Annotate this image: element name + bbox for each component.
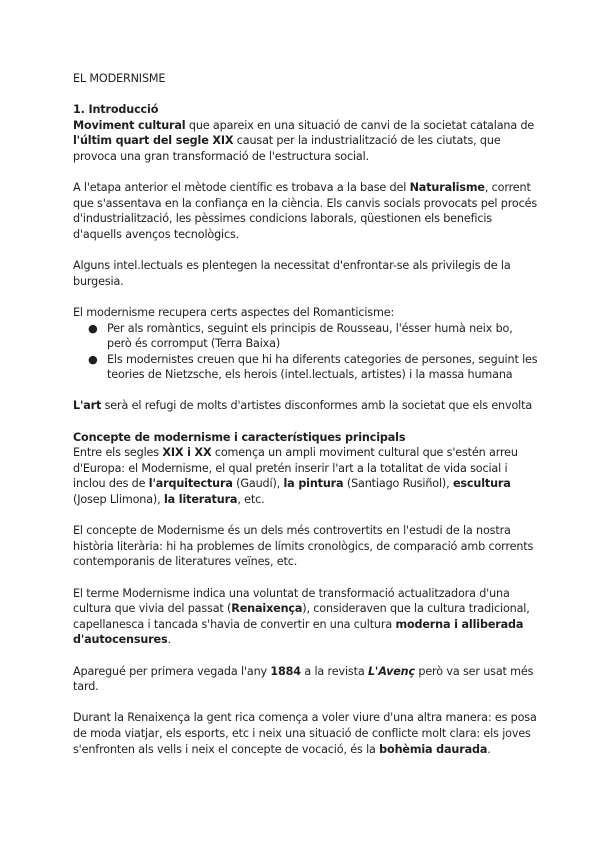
bold-text: Renaixença: [231, 602, 303, 616]
list-item-text: Els modernistes creuen que hi ha diferents categories de persones, seguint les teories de Nietzsche, els herois (intel.lectuals, artistes) i la massa humana: [107, 352, 538, 382]
text: que apareix en una situació de canvi de la societat catalana de: [185, 118, 535, 132]
text: Aparegué per primera vegada l'any: [73, 664, 271, 678]
text: causat per la industrialització de les ciutats, que provoca una gran transformació de l'estructura social.: [73, 134, 501, 163]
paragraph-segles: [73, 445, 540, 507]
paragraph-art-refugi: [73, 398, 540, 414]
bullet-icon: ●: [88, 352, 98, 366]
text: El terme Modernisme indica una voluntat de transformació actualitzadora d'una cultura que vivia del passat (: [73, 586, 510, 616]
spacer: [73, 414, 540, 430]
bold-text: L'art: [73, 399, 102, 413]
list-item-text: Per als romàntics, seguint els principis de Rousseau, l'ésser humà neix bo, però és corromput (Terra Baixa): [107, 321, 513, 351]
bold-text: 1884: [270, 664, 301, 678]
text: Entre els segles: [73, 446, 163, 460]
text: A l'etapa anterior el mètode científic es trobava a la base del: [73, 181, 410, 195]
text: Durant la Renaixença la gent rica comença a voler viure d'una altra manera: es posa de moda viatjar, els esports, etc i neix una situació de conflicte molt clara: els joves s'enfronten als vells i neix el concepte de vocació, és la: [73, 711, 537, 756]
paragraph-avenc: [73, 664, 540, 695]
text: , corrent que s'assentava en la confiança en la ciència. Els canvis socials provocats pel procés d'industrialització, les pèssimes condicions laborals, qüestionen els beneficis d'aquells avenços tecnològics.: [73, 181, 538, 241]
paragraph-moviment-cultural: [73, 118, 540, 165]
spacer: [73, 570, 540, 586]
bold-text: XIX i XX: [162, 446, 212, 460]
document-title: EL MODERNISME: [73, 72, 166, 85]
bold-text: l'arquitectura: [148, 477, 233, 491]
paragraph-controvertits: El concepte de Modernisme és un dels més controvertits en l'estudi de la nostra història literària: hi ha problemes de límits cronològics, de comparació amb corrents contemporanis de literatures veïnes, etc.: [73, 524, 534, 569]
bold-text: escultura: [452, 477, 511, 491]
text: (Gaudí),: [232, 477, 284, 491]
spacer: [73, 383, 540, 399]
spacer: [73, 87, 540, 103]
bold-text: Naturalisme: [409, 181, 485, 195]
bold-text: l'últim quart del segle XIX: [73, 134, 234, 148]
text: a la revista: [300, 664, 368, 678]
bullet-list: [73, 321, 540, 383]
text: , etc.: [237, 493, 265, 507]
bold-text: bohèmia daurada: [379, 742, 488, 756]
list-item: [88, 352, 540, 383]
section-heading-introduccio: 1. Introducció: [73, 103, 159, 117]
bold-text: moderna i alliberada d'autocensures: [73, 617, 524, 647]
text: (Josep Llimona),: [73, 493, 164, 507]
text: comença un ampli moviment cultural que s'estén arreu d'Europa: el Modernisme, el qual pretén inserir l'art a la totalitat de vida social i inclou des de: [73, 446, 518, 491]
text: (Santiago Rusiñol),: [343, 477, 453, 491]
spacer: [73, 289, 540, 305]
text: però va ser usat més tard.: [73, 664, 534, 694]
bold-italic-text: L'Avenç: [367, 664, 415, 678]
paragraph-naturalisme: [73, 180, 540, 242]
spacer: [73, 648, 540, 664]
section-heading-concepte: Concepte de modernisme i característiques principals: [73, 430, 406, 444]
text: .: [167, 633, 171, 647]
paragraph-bohemia: [73, 710, 540, 757]
bold-text: la literatura: [163, 493, 238, 507]
text: .: [487, 742, 491, 756]
bullet-icon: ●: [88, 321, 98, 335]
spacer: [73, 695, 540, 711]
paragraph-romanticisme-intro: El modernisme recupera certs aspectes del Romanticisme:: [73, 305, 395, 319]
text: ), consideraven que la cultura tradicional, capellanesca i tancada s'havia de convertir en una cultura: [73, 602, 530, 631]
bold-text: la pintura: [283, 477, 344, 491]
spacer: [73, 165, 540, 181]
list-item: [88, 321, 540, 352]
spacer: [73, 508, 540, 524]
spacer: [73, 243, 540, 259]
text: serà el refugi de molts d'artistes disconformes amb la societat que els envolta: [101, 399, 533, 413]
paragraph-terme-modernisme: [73, 586, 540, 648]
bold-text: Moviment cultural: [73, 118, 186, 132]
paragraph-intellectuals: Alguns intel.lectuals es plentegen la necessitat d'enfrontar-se als privilegis de la burgesia.: [73, 259, 511, 288]
